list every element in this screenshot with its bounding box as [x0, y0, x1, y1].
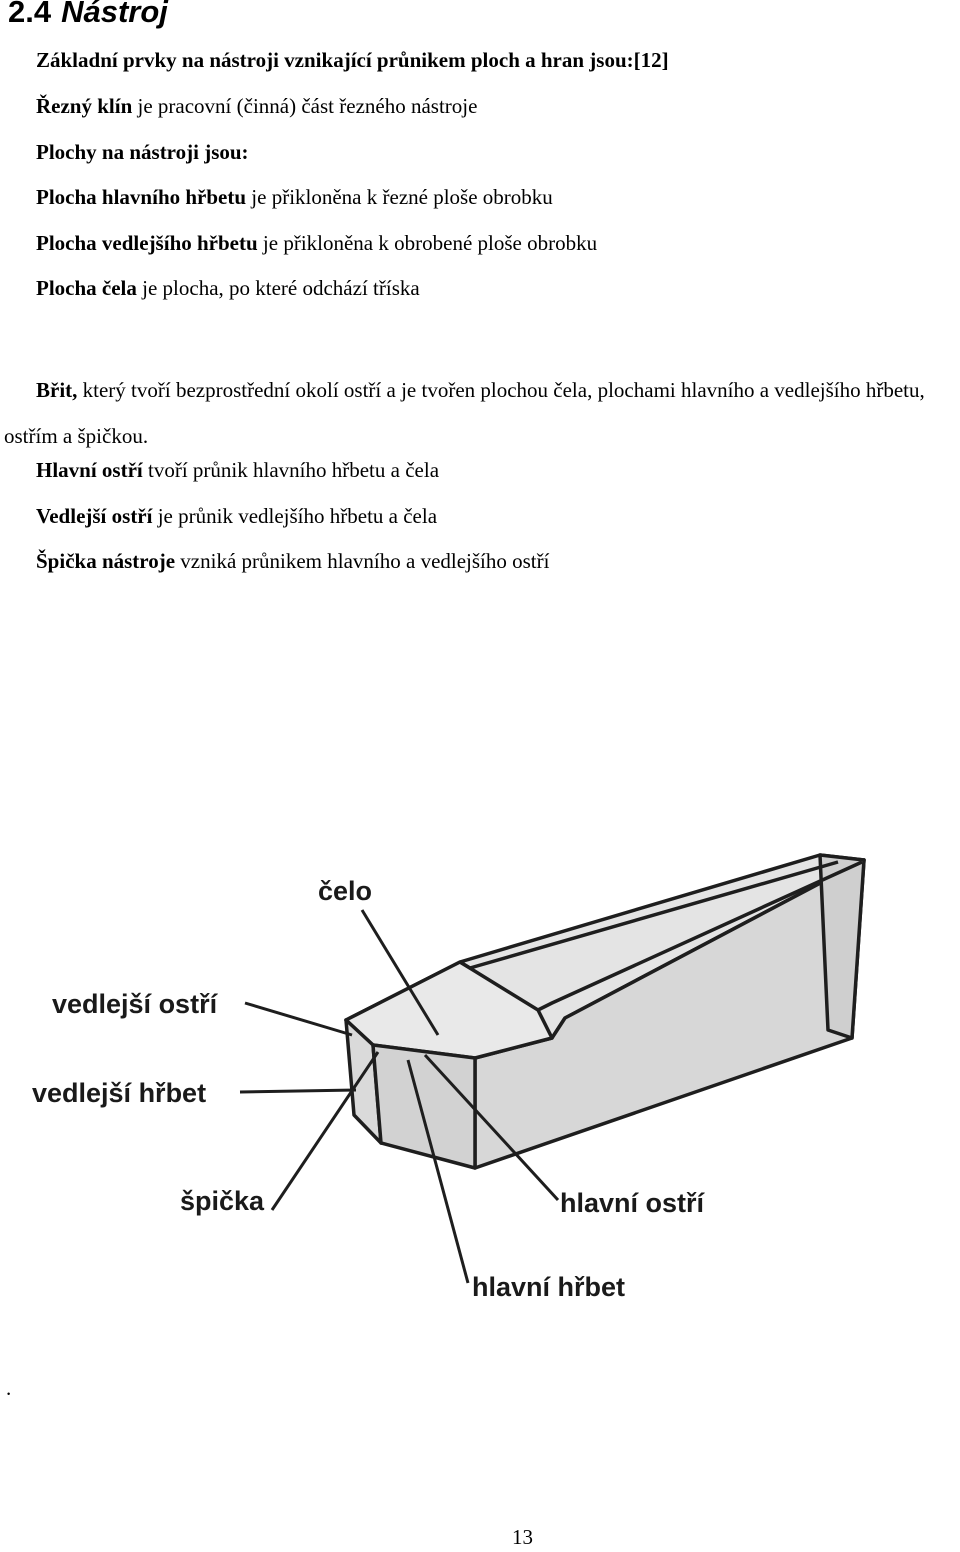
leader-vedlejsi-hrbet [240, 1090, 356, 1092]
definition-line: Řezný klín je pracovní (činná) část řezného nástroje [36, 94, 478, 118]
main-flank-face [373, 1045, 475, 1168]
shank-end-face [820, 855, 864, 1038]
definition-line: Plocha čela je plocha, po které odchází tříska [36, 276, 420, 300]
leader-vedlejsi-ostri [245, 1003, 352, 1035]
leader-spicka [272, 1052, 378, 1210]
brit-paragraph: Břit, který tvoří bezprostřední okolí ostří a je tvořen plochou čela, plochami hlavního a vedlejšího hřbetu, ostřím a špičkou. [4, 378, 925, 448]
label-celo: čelo [318, 876, 373, 906]
section-number: 2.4 [8, 0, 52, 29]
intro-line: Základní prvky na nástroji vznikající průnikem ploch a hran jsou:[12] [36, 48, 669, 72]
definition-line: Hlavní ostří tvoří průnik hlavního hřbetu a čela [36, 458, 440, 482]
definition-line: Plocha vedlejšího hřbetu je přikloněna k obrobené ploše obrobku [36, 231, 598, 255]
section-title: Nástroj [61, 0, 168, 29]
section-heading [8, 0, 168, 30]
label-hlavni-hrbet: hlavní hřbet [472, 1272, 626, 1302]
definition-line: Špička nástroje vzniká průnikem hlavního a vedlejšího ostří [36, 549, 550, 573]
label-vedlejsi-hrbet: vedlejší hřbet [32, 1078, 207, 1108]
stray-mark: . [6, 1376, 12, 1400]
definition-line: Vedlejší ostří je průnik vedlejšího hřbetu a čela [36, 504, 438, 528]
definition-line: Plocha hlavního hřbetu je přikloněna k řezné ploše obrobku [36, 185, 553, 209]
label-hlavni-ostri: hlavní ostří [560, 1188, 705, 1218]
tool-diagram [0, 740, 960, 1340]
page-number: 13 [512, 1525, 533, 1549]
subheading-line: Plochy na nástroji jsou: [36, 140, 249, 164]
label-vedlejsi-ostri: vedlejší ostří [52, 989, 218, 1019]
label-spicka: špička [180, 1186, 265, 1216]
